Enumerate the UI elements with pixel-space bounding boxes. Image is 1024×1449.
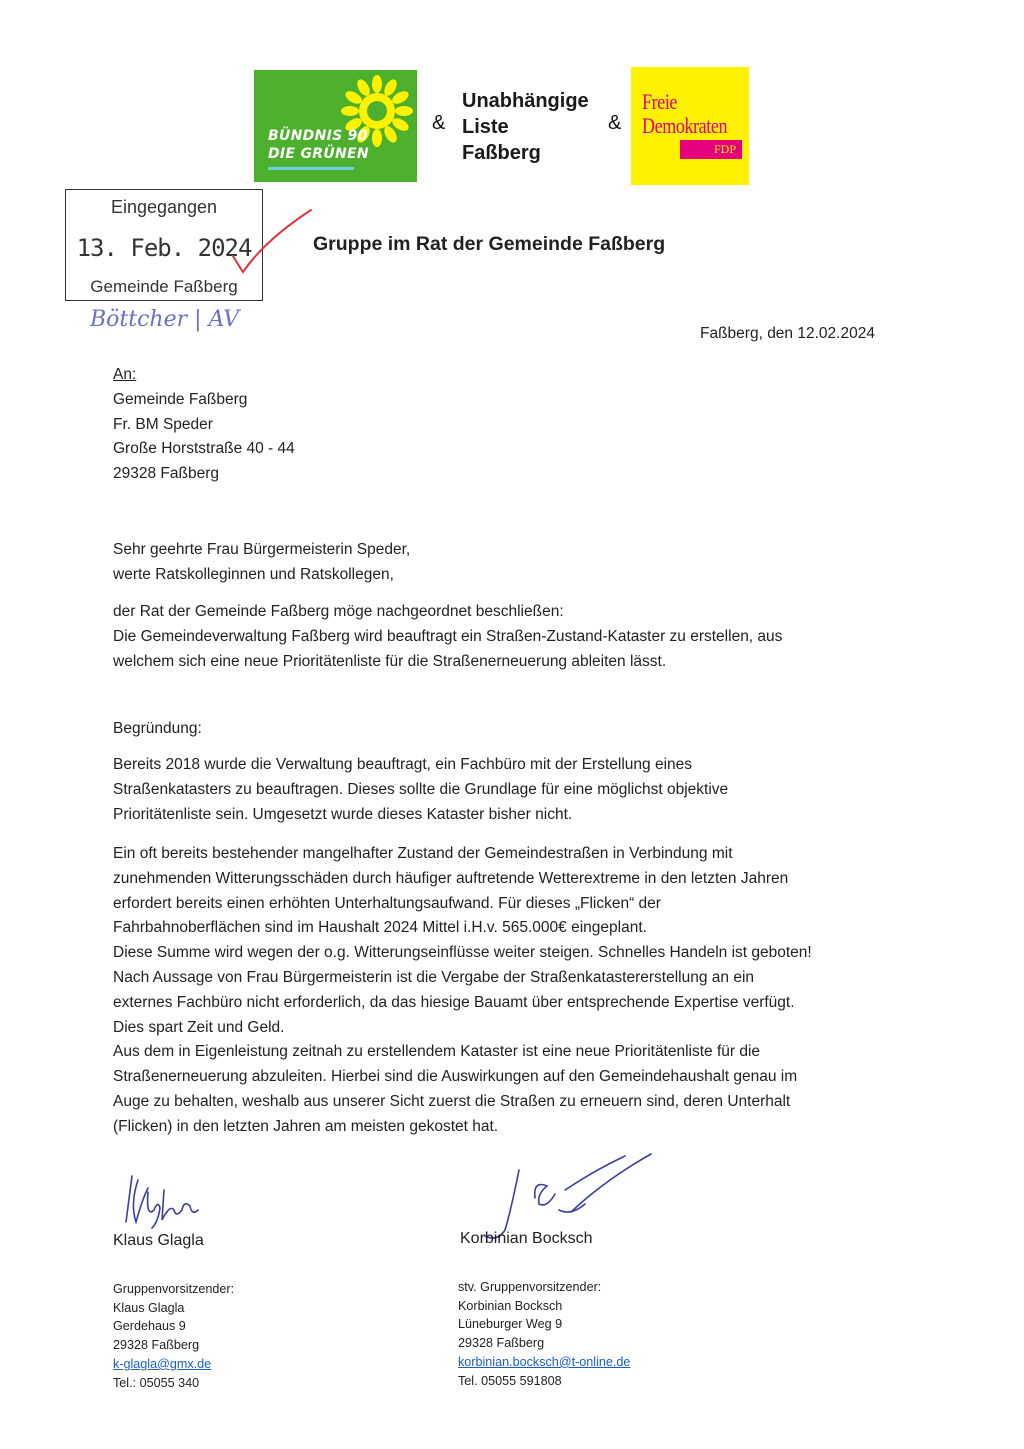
group-title: Gruppe im Rat der Gemeinde Faßberg [313,233,666,255]
gruene-logo-line1: BÜNDNIS 90 [268,128,368,144]
ulf-logo-line: Faßberg [462,142,541,164]
ampersand-2: & [608,112,622,134]
signature-korbinian-bocksch [475,1150,665,1240]
signer-2-contact [458,1278,630,1390]
gruene-logo-underline [268,167,354,170]
recipient-line: Große Horststraße 40 - 44 [113,440,295,458]
recipient-line: Fr. BM Speder [113,415,213,433]
signer-2-line: 29328 Faßberg [458,1336,545,1351]
paragraph-1 [113,753,728,827]
paragraph-line: Auge zu behalten, weshalb aus unserer Sicht zuerst die Straßen zu erneuern sind, deren Unterhalt [113,1092,791,1110]
signer-1-tel: Tel.: 05055 340 [113,1375,200,1390]
ampersand-1: & [432,112,446,134]
paragraph-line: Aus dem in Eigenleistung zeitnah zu erstellendem Kataster ist eine neue Prioritätenliste für die [113,1043,761,1061]
motion-line: welchem sich eine neue Prioritätenliste für die Straßenerneuerung ableiten lässt. [113,652,667,670]
date-line: Faßberg, den 12.02.2024 [700,325,875,342]
handwritten-initials: Böttcher | AV [90,307,240,332]
signer-1-line: Gerdehaus 9 [113,1319,186,1334]
paragraph-line: externes Fachbüro nicht erforderlich, da das hiesige Bauamt über entsprechende Expertise verfügt. [113,993,795,1011]
signer-1-role: Gruppenvorsitzender: [113,1282,235,1296]
paragraph-line: Straßenerneuerung abzuleiten. Hierbei sind die Auswirkungen auf den Gemeindehaushalt genau im [113,1068,798,1086]
fdp-logo-line1: Freie [642,89,678,114]
paragraph-line: Bereits 2018 wurde die Verwaltung beauftragt, ein Fachbüro mit der Erstellung eines [113,756,693,773]
paragraph-2 [113,842,812,1140]
stamp-label: Eingegangen [110,197,218,217]
reason-heading: Begründung: [113,720,202,737]
stamp-date: 13. Feb. 2024 [76,234,252,262]
ulf-logo-line: Liste [462,116,509,138]
recipient-line: Gemeinde Faßberg [113,390,248,408]
fdp-logo [631,67,749,185]
paragraph-line: Diese Summe wird wegen der o.g. Witterungseinflüsse weiter steigen. Schnelles Handeln ist geboten! [113,944,812,962]
signer-1-line: 29328 Faßberg [113,1338,200,1353]
signer-1-email-link[interactable]: k-glagla@gmx.de [113,1356,212,1371]
gruene-logo-line2: DIE GRÜNEN [268,146,369,162]
signer-2-line: Lüneburger Weg 9 [458,1317,563,1332]
paragraph-line: Nach Aussage von Frau Bürgermeisterin ist die Vergabe der Straßenkatastererstellung an ein [113,968,755,986]
paragraph-line: Fahrbahnoberflächen sind im Haushalt 2024 Mittel i.H.v. 565.000€ eingeplant. [113,919,647,937]
motion-line: Die Gemeindeverwaltung Faßberg wird beauftragt ein Straßen-Zustand-Kataster zu erstellen, aus [113,627,783,645]
paragraph-line: Ein oft bereits bestehender mangelhafter Zustand der Gemeindestraßen in Verbindung mit [113,845,733,862]
fdp-logo-line2: Demokraten [642,113,728,138]
salutation-line: Sehr geehrte Frau Bürgermeisterin Speder, [113,541,411,558]
paragraph-line: Prioritätenliste sein. Umgesetzt wurde dieses Kataster bisher nicht. [113,805,573,823]
gruene-logo [254,70,417,182]
salutation [113,538,410,588]
paragraph-line: Dies spart Zeit und Geld. [113,1018,285,1036]
stamp-office: Gemeinde Faßberg [90,277,238,296]
paragraph-line: (Flicken) in den letzten Jahren am meisten gekostet hat. [113,1117,499,1135]
ulf-logo [462,88,589,166]
recipient-line: 29328 Faßberg [113,465,219,483]
paragraph-line: Straßenkatasters zu beauftragen. Dieses sollte die Grundlage für eine möglichst objektive [113,780,729,798]
signer-2-tel: Tel. 05055 591808 [458,1373,562,1388]
recipient-address [113,363,295,487]
signature-klaus-glagla [118,1170,208,1230]
paragraph-line: erfordert bereits einen erhöhten Unterhaltungsaufwand. Für dieses „Flicken“ der [113,894,661,912]
signer-1-contact [113,1280,234,1392]
fdp-logo-bar: FDP [680,140,742,159]
signer-1-name: Klaus Glagla [113,1232,204,1249]
ulf-logo-line: Unabhängige [462,90,589,112]
motion-text [113,600,782,674]
signer-2-role: stv. Gruppenvorsitzender: [458,1280,602,1294]
signer-2-email-link[interactable]: korbinian.bocksch@t-online.de [458,1354,631,1369]
paragraph-line: zunehmenden Witterungsschäden durch häufiger auftretende Wetterextreme in den letzten Jahren [113,869,789,887]
motion-line: der Rat der Gemeinde Faßberg möge nachgeordnet beschließen: [113,603,564,620]
check-mark-icon [225,200,325,280]
recipient-label: An: [113,366,137,383]
signer-2-name: Korbinian Bocksch [460,1230,593,1247]
salutation-line: werte Ratskolleginnen und Ratskollegen, [113,565,394,583]
signer-2-line: Korbinian Bocksch [458,1298,563,1313]
signer-1-line: Klaus Glagla [113,1300,185,1315]
